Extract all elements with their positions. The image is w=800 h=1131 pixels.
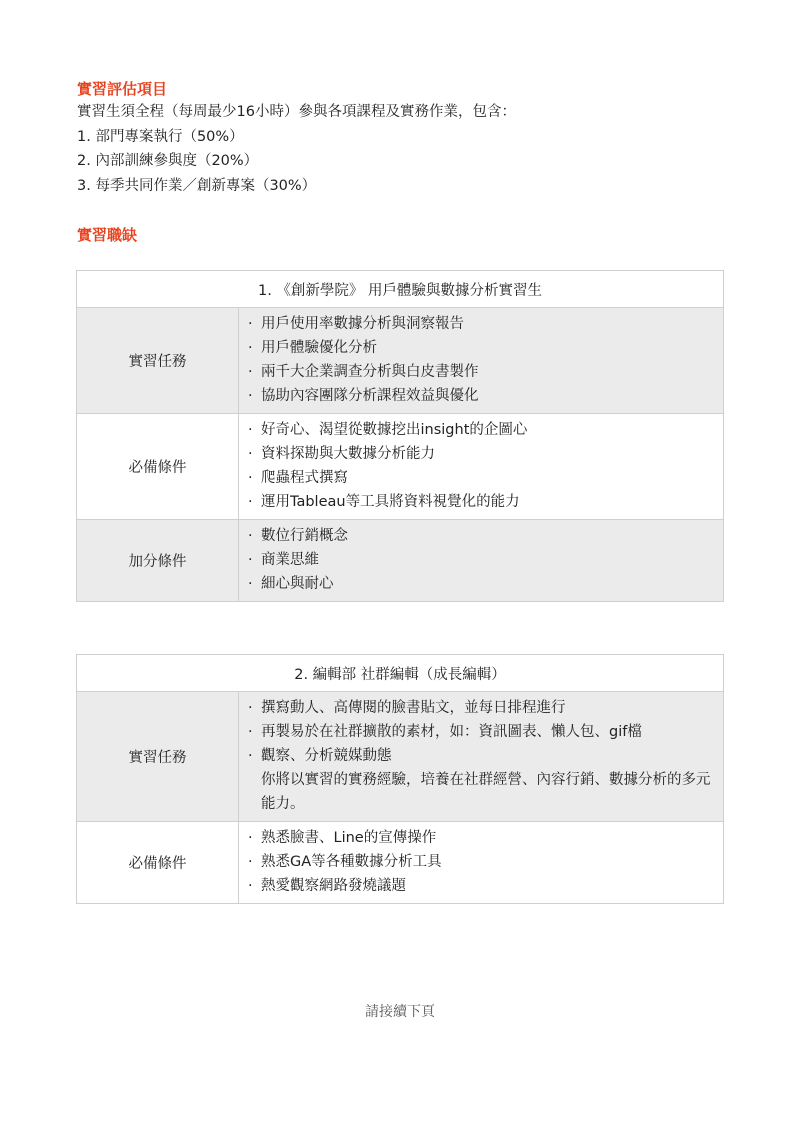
row-label: 實習任務 bbox=[77, 308, 239, 414]
list-item: · 商業思維 bbox=[248, 548, 713, 572]
bullet-icon: · bbox=[248, 316, 253, 332]
eval-line: 1. 部門專案執行（50%） bbox=[77, 128, 244, 145]
job-table-header: 2. 編輯部 社群編輯（成長編輯） bbox=[77, 655, 724, 692]
bullet-icon: · bbox=[248, 364, 253, 380]
table-row bbox=[77, 520, 724, 602]
list-item: · 協助內容團隊分析課程效益與優化 bbox=[248, 384, 713, 408]
table-row bbox=[77, 692, 724, 822]
list-item: · 運用Tableau等工具將資料視覺化的能力 bbox=[248, 490, 713, 514]
bullet-icon: · bbox=[248, 700, 253, 716]
list-item: · 觀察、分析競媒動態 bbox=[248, 744, 713, 768]
openings-title: 實習職缺 bbox=[77, 226, 138, 244]
bullet-icon: · bbox=[248, 388, 253, 404]
bullet-icon: · bbox=[248, 340, 253, 356]
eval-line: 2. 內部訓練參與度（20%） bbox=[77, 153, 259, 169]
row-note: 你將以實習的實務經驗，培養在社群經營、內容行銷、數據分析的多元能力。 bbox=[261, 772, 711, 812]
bullet-icon: · bbox=[248, 576, 253, 592]
list-item: · 用戶體驗優化分析 bbox=[248, 336, 713, 360]
job-table-2 bbox=[76, 654, 724, 904]
list-item: · 再製易於在社群擴散的素材，如：資訊圖表、懶人包、gif檔 bbox=[248, 720, 713, 744]
list-item: · 用戶使用率數據分析與洞察報告 bbox=[248, 312, 713, 336]
eval-title: 實習評估項目 bbox=[77, 80, 168, 98]
bullet-icon: · bbox=[248, 470, 253, 486]
list-item: · 熟悉臉書、Line的宣傳操作 bbox=[248, 826, 713, 850]
bullet-icon: · bbox=[248, 748, 253, 764]
bullet-icon: · bbox=[248, 422, 253, 438]
eval-paragraph bbox=[77, 100, 516, 198]
list-item: · 資料探勘與大數據分析能力 bbox=[248, 442, 713, 466]
bullet-icon: · bbox=[248, 854, 253, 870]
item-list bbox=[248, 312, 713, 408]
list-item: · 數位行銷概念 bbox=[248, 524, 713, 548]
bullet-icon: · bbox=[248, 724, 253, 740]
list-item: · 熟悉GA等各種數據分析工具 bbox=[248, 850, 713, 874]
item-list bbox=[248, 696, 713, 768]
item-list bbox=[248, 418, 713, 514]
row-label: 加分條件 bbox=[77, 520, 239, 602]
table-row bbox=[77, 308, 724, 414]
continue-next-page-note: 請接續下頁 bbox=[365, 1004, 435, 1020]
job-table-header: 1. 《創新學院》 用戶體驗與數據分析實習生 bbox=[77, 271, 724, 308]
eval-line: 實習生須全程（每周最少16小時）參與各項課程及實務作業，包含： bbox=[77, 104, 516, 120]
bullet-icon: · bbox=[248, 446, 253, 462]
bullet-icon: · bbox=[248, 830, 253, 846]
list-item: · 好奇心、渴望從數據挖出insight的企圖心 bbox=[248, 418, 713, 442]
list-item: · 撰寫動人、高傳閱的臉書貼文，並每日排程進行 bbox=[248, 696, 713, 720]
list-item: · 熱愛觀察網路發燒議題 bbox=[248, 874, 713, 898]
bullet-icon: · bbox=[248, 552, 253, 568]
bullet-icon: · bbox=[248, 878, 253, 894]
bullet-icon: · bbox=[248, 494, 253, 510]
row-label: 必備條件 bbox=[77, 414, 239, 520]
table-row bbox=[77, 822, 724, 904]
list-item: · 細心與耐心 bbox=[248, 572, 713, 596]
item-list bbox=[248, 826, 713, 898]
list-item: · 爬蟲程式撰寫 bbox=[248, 466, 713, 490]
table-row bbox=[77, 414, 724, 520]
item-list bbox=[248, 524, 713, 596]
row-label: 實習任務 bbox=[77, 692, 239, 822]
bullet-icon: · bbox=[248, 528, 253, 544]
eval-line: 3. 每季共同作業／創新專案（30%） bbox=[77, 177, 317, 194]
list-item: · 兩千大企業調查分析與白皮書製作 bbox=[248, 360, 713, 384]
job-table-1 bbox=[76, 270, 724, 602]
row-label: 必備條件 bbox=[77, 822, 239, 904]
